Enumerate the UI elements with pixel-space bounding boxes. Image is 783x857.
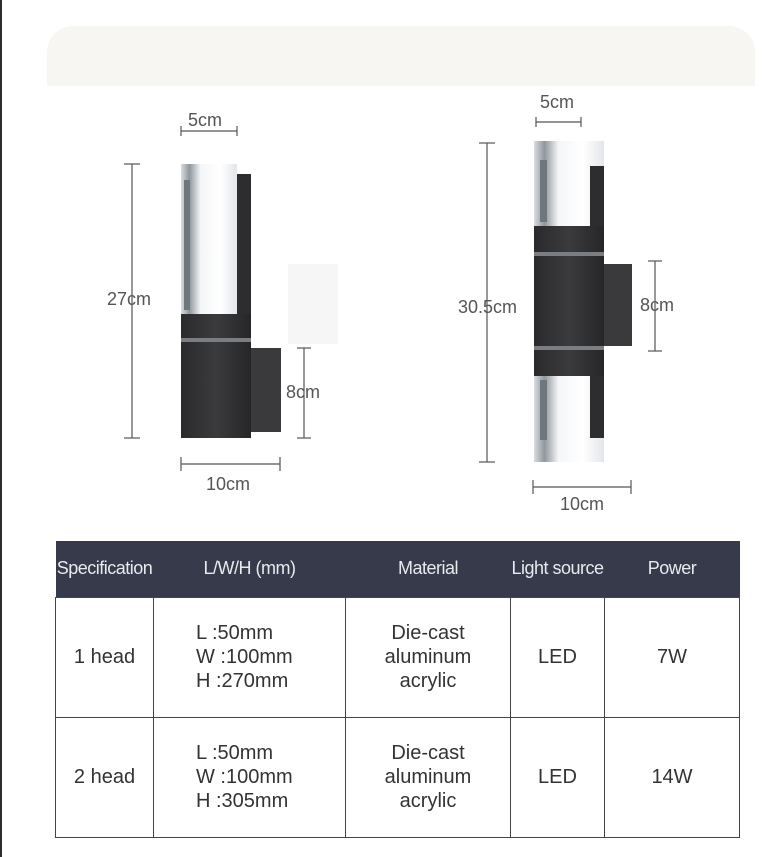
material-line-1: Die-cast aluminum: [384, 622, 472, 668]
double-depth-label: 10cm: [560, 494, 605, 514]
material-line-1: Die-cast aluminum: [384, 742, 472, 788]
dim-height: H :305mm: [196, 790, 289, 812]
material-cell: [346, 597, 511, 717]
double-head-lamp: [534, 141, 632, 462]
single-width-label: 5cm: [188, 110, 223, 130]
header-light-source: Light source: [511, 541, 605, 597]
power-cell: 14W: [605, 717, 740, 837]
material-cell: [346, 717, 511, 837]
single-mount-label: 8cm: [286, 382, 321, 402]
double-height-label: 30.5cm: [458, 297, 518, 317]
double-mount-label: 8cm: [640, 295, 675, 315]
dim-width: W :100mm: [196, 766, 293, 788]
dim-length: L :50mm: [196, 622, 274, 644]
material-line-2: acrylic: [399, 790, 457, 812]
dims-cell: [154, 597, 346, 717]
single-height-label: 27cm: [107, 289, 152, 309]
spec-cell: 2 head: [56, 717, 154, 837]
header-specification: Specification: [56, 541, 154, 597]
table-row: [56, 597, 740, 717]
material-line-2: acrylic: [399, 670, 457, 692]
light-source-cell: LED: [511, 597, 605, 717]
single-depth-label: 10cm: [206, 474, 251, 494]
dim-width: W :100mm: [196, 646, 293, 668]
spec-cell: 1 head: [56, 597, 154, 717]
header-power: Power: [605, 541, 740, 597]
dim-length: L :50mm: [196, 742, 274, 764]
power-cell: 7W: [605, 597, 740, 717]
light-source-cell: LED: [511, 717, 605, 837]
header-material: Material: [346, 541, 511, 597]
dim-height: H :270mm: [196, 670, 289, 692]
double-width-label: 5cm: [540, 92, 575, 112]
header-dimensions: L/W/H (mm): [154, 541, 346, 597]
specification-table: [55, 541, 740, 838]
table-row: [56, 717, 740, 837]
table-header-row: [56, 541, 740, 597]
dims-cell: [154, 717, 346, 837]
